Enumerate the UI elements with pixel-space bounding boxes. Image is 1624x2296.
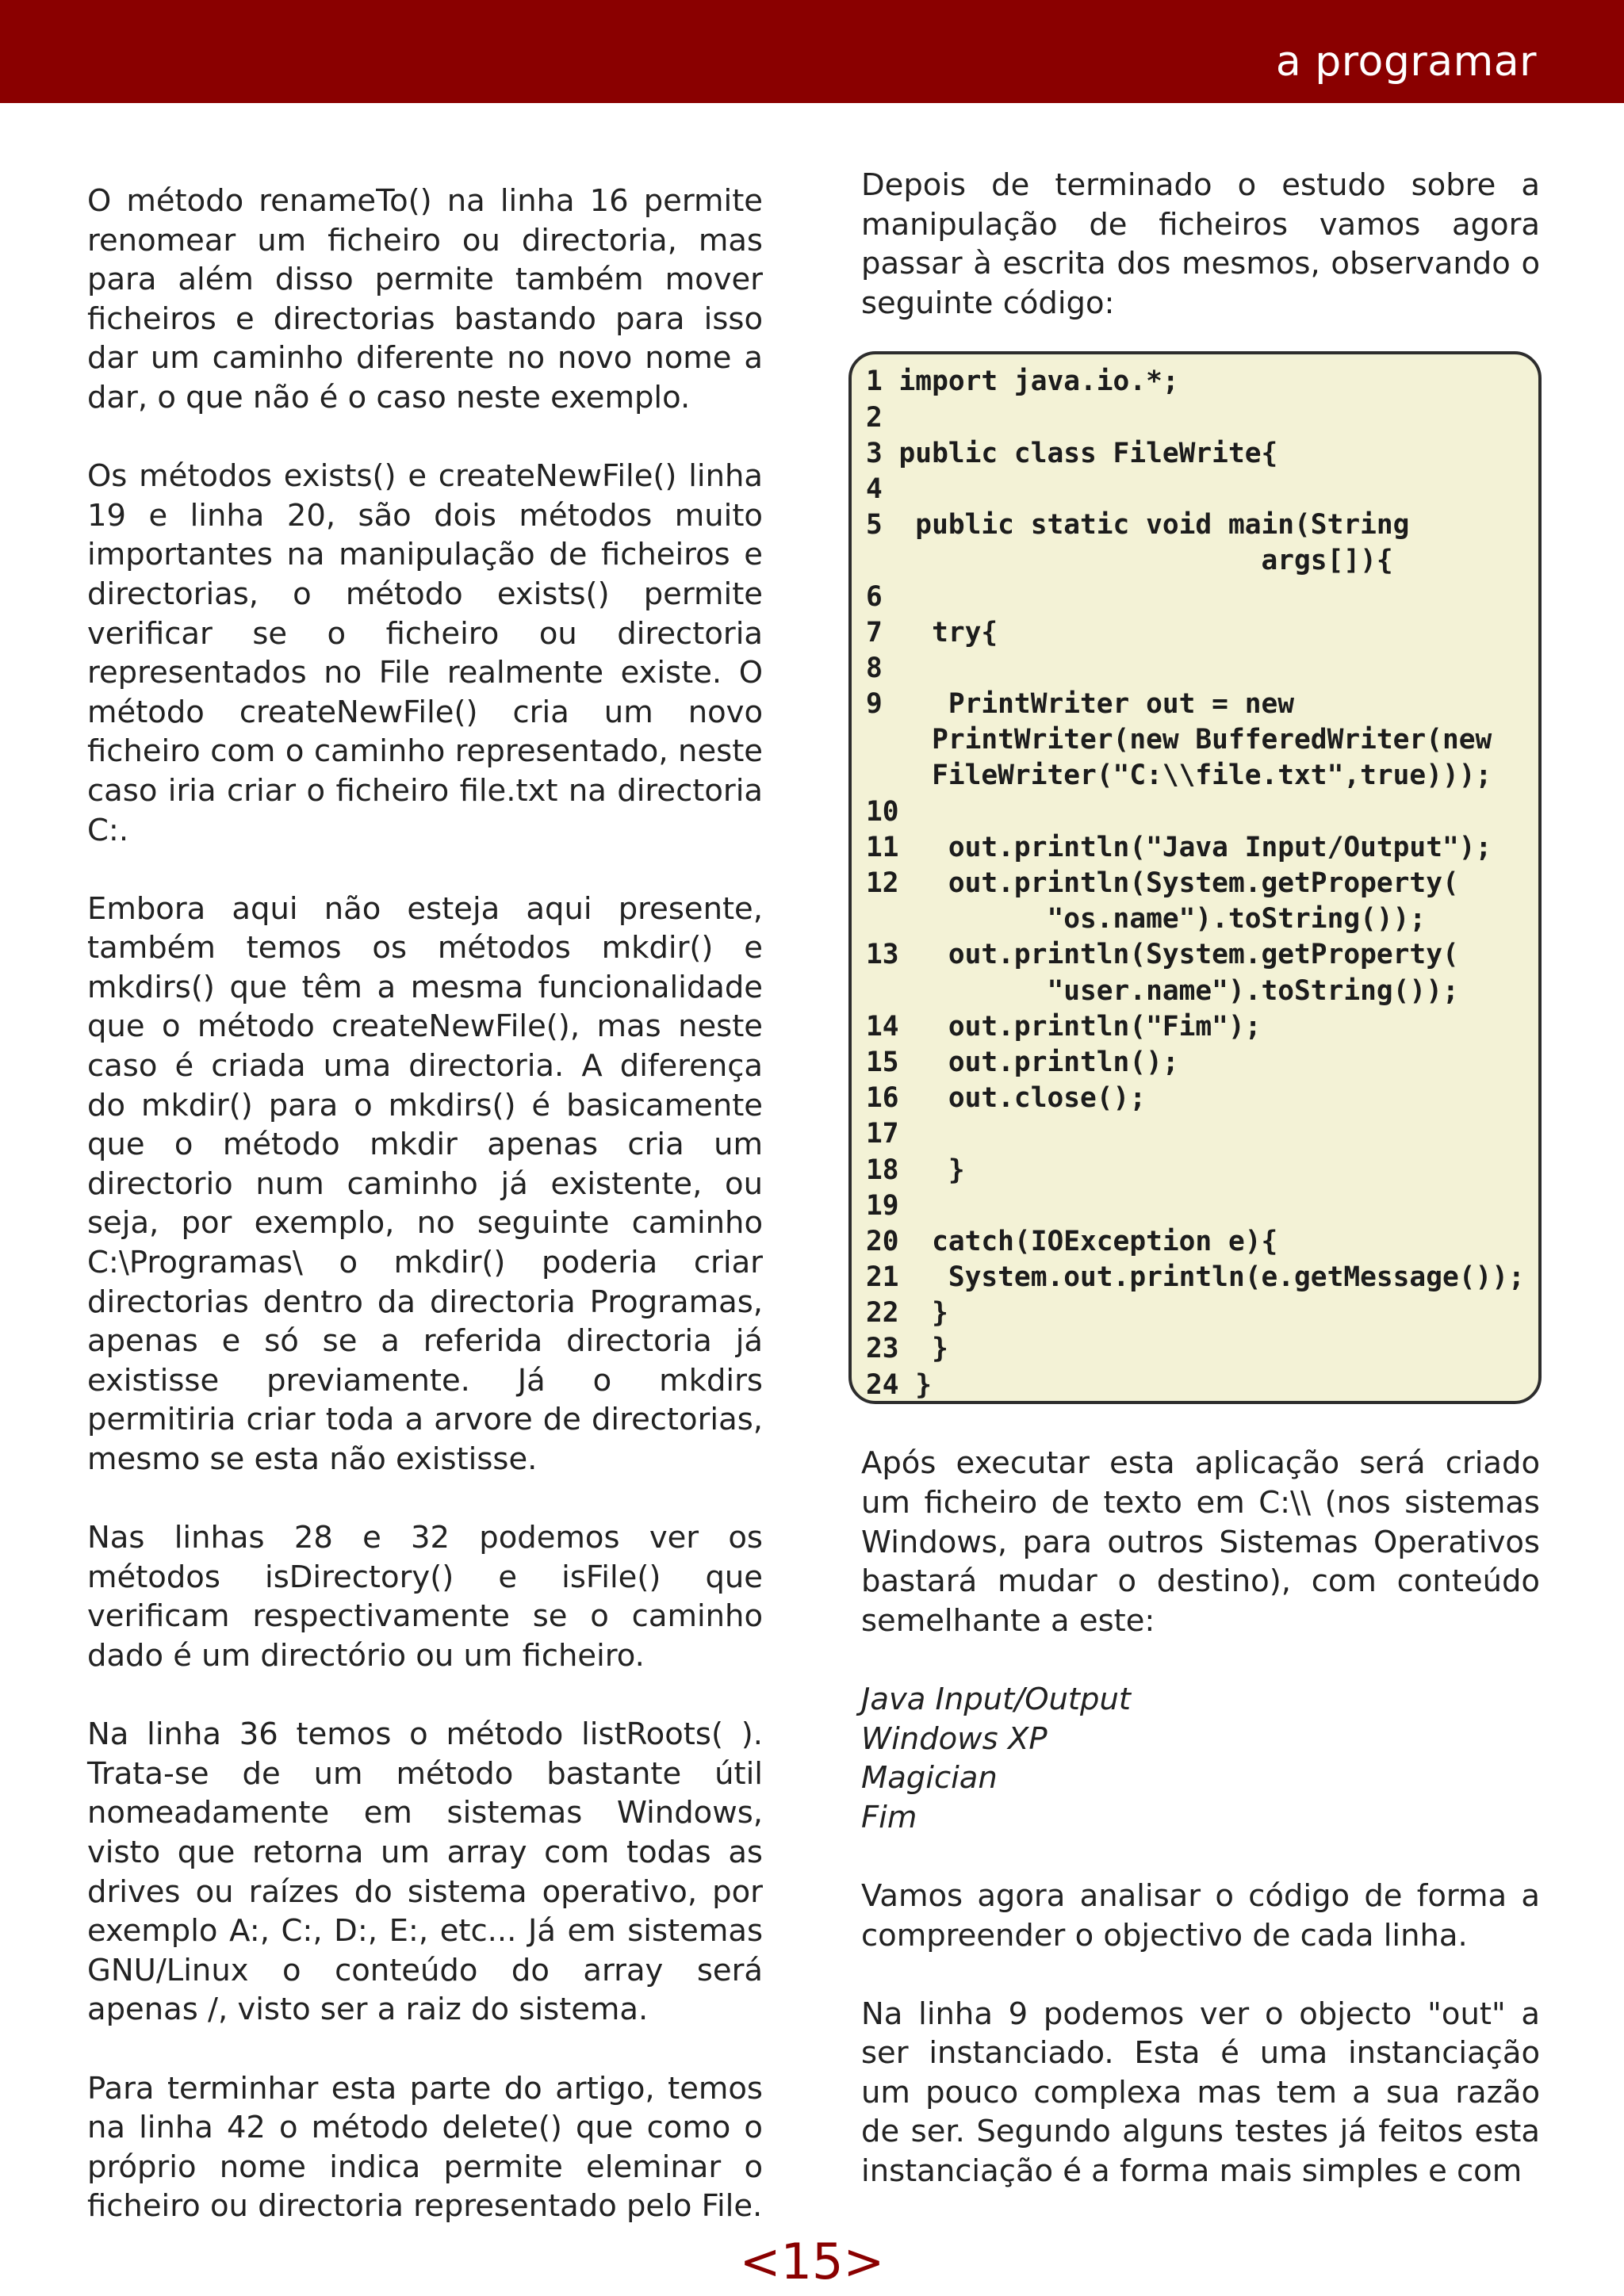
paragraph: Os métodos exists() e createNewFile() linha 19 e linha 20, são dois métodos muito importantes na manipulação de ficheiros e directorias, o método exists() permite verificar se o ficheiro ou directoria representados no File realmente existe. O método createNewFile() cria um novo ficheiro com o caminho representado, neste caso iria criar o ficheiro file.txt na directoria C:. <box>87 458 763 848</box>
paragraph: O método renameTo() na linha 16 permite renomear um ficheiro ou directoria, mas para além disso permite também mover ficheiros e directorias bastando para isso dar um caminho diferente no novo nome a dar, o que não é o caso neste exemplo. <box>87 183 763 415</box>
output-line: Java Input/Output <box>861 1681 1131 1717</box>
output-line: Fim <box>861 1799 917 1835</box>
code-line: 8 <box>866 652 883 684</box>
code-line: 9 PrintWriter out = new <box>866 688 1295 721</box>
output-example <box>861 1680 1540 1837</box>
code-line: 5 public static void main(String <box>866 509 1410 541</box>
code-line: "os.name").toString()); <box>866 903 1427 936</box>
code-line: 19 <box>866 1189 899 1222</box>
paragraph: Após executar esta aplicação será criado um ficheiro de texto em C:\\ (nos sistemas Windows, para outros Sistemas Operativos bastará mudar o destino), com conteúdo semelhante a este: <box>861 1445 1540 1639</box>
code-line: 24 } <box>866 1368 933 1401</box>
code-line: 10 <box>866 795 899 828</box>
right-column <box>861 166 1540 2191</box>
paragraph: Nas linhas 28 e 32 podemos ver os métodos isDirectory() e isFile() que verificam respectivamente se o caminho dado é um directório ou um ficheiro. <box>87 1520 763 1674</box>
paragraph: Embora aqui não esteja aqui presente, também temos os métodos mkdir() e mkdirs() que têm a mesma funcionalidade que o método createNewFile(), mas neste caso é criada uma directoria. A diferença do mkdir() para o mkdirs() é basicamente que o método mkdir apenas cria um directorio num caminho já existente, ou seja, por exemplo, no seguinte caminho C:\Programas\ o mkdir() poderia criar directorias dentro da directoria Programas, apenas e só se a referida directoria já existisse previamente. Já o mkdirs permitiria criar toda a arvore de directorias, mesmo se esta não existisse. <box>87 890 763 1477</box>
code-line: 17 <box>866 1118 899 1150</box>
section-title: a programar <box>1275 38 1537 86</box>
code-line: 13 out.println(System.getProperty( <box>866 939 1459 971</box>
paragraph: Vamos agora analisar o código de forma a compreender o objectivo de cada linha. <box>861 1877 1540 1954</box>
code-line: 12 out.println(System.getProperty( <box>866 867 1459 899</box>
code-line: PrintWriter(new BufferedWriter(new <box>866 724 1492 756</box>
code-line: 14 out.println("Fim"); <box>866 1010 1262 1043</box>
left-column <box>87 182 763 2226</box>
paragraph: Para terminhar esta parte do artigo, temos na linha 42 o método delete() que como o próprio nome indica permite eleminar o ficheiro ou directoria representado pelo File. <box>87 2070 763 2225</box>
code-line: 15 out.println(); <box>866 1046 1179 1078</box>
code-line: 7 try{ <box>866 616 998 649</box>
code-line: 11 out.println("Java Input/Output"); <box>866 831 1492 863</box>
paragraph: Na linha 9 podemos ver o objecto "out" a ser instanciado. Esta é uma instanciação um pouco complexa mas tem a sua razão de ser. Segundo alguns testes já feitos esta instanciação é a forma mais simples e com <box>861 1996 1540 2190</box>
code-line: 22 } <box>866 1297 948 1330</box>
output-line: Windows XP <box>861 1720 1048 1757</box>
code-line: 16 out.close(); <box>866 1082 1147 1115</box>
code-line: 1 import java.io.*; <box>866 365 1179 398</box>
code-listing <box>848 351 1542 1404</box>
page-header <box>0 0 1624 103</box>
code-line: 23 } <box>866 1333 948 1365</box>
code-line: 21 System.out.println(e.getMessage()); <box>866 1261 1525 1294</box>
intro-paragraph: Depois de terminado o estudo sobre a manipulação de ficheiros vamos agora passar à escrita dos mesmos, observando o seguinte código: <box>861 167 1540 321</box>
code-line: 6 <box>866 580 883 613</box>
code-line: FileWriter("C:\\file.txt",true))); <box>866 760 1492 792</box>
code-line: 3 public class FileWrite{ <box>866 437 1278 469</box>
paragraph: Na linha 36 temos o método listRoots( ). Trata-se de um método bastante útil nomeadamente em sistemas Windows, visto que retorna um array com todas as drives ou raízes do sistema operativo, por exemplo A:, C:, D:, E:, etc... Já em sistemas GNU/Linux o conteúdo do array será apenas /, visto ser a raiz do sistema. <box>87 1716 763 2028</box>
code-line: 20 catch(IOException e){ <box>866 1225 1278 1257</box>
output-line: Magician <box>861 1760 998 1797</box>
page-number: <15> <box>739 2233 885 2290</box>
code-line: 4 <box>866 473 883 505</box>
code-line: 2 <box>866 401 883 434</box>
code-line: "user.name").toString()); <box>866 974 1459 1007</box>
code-line: args[]){ <box>866 545 1393 577</box>
code-line: 18 } <box>866 1154 965 1186</box>
